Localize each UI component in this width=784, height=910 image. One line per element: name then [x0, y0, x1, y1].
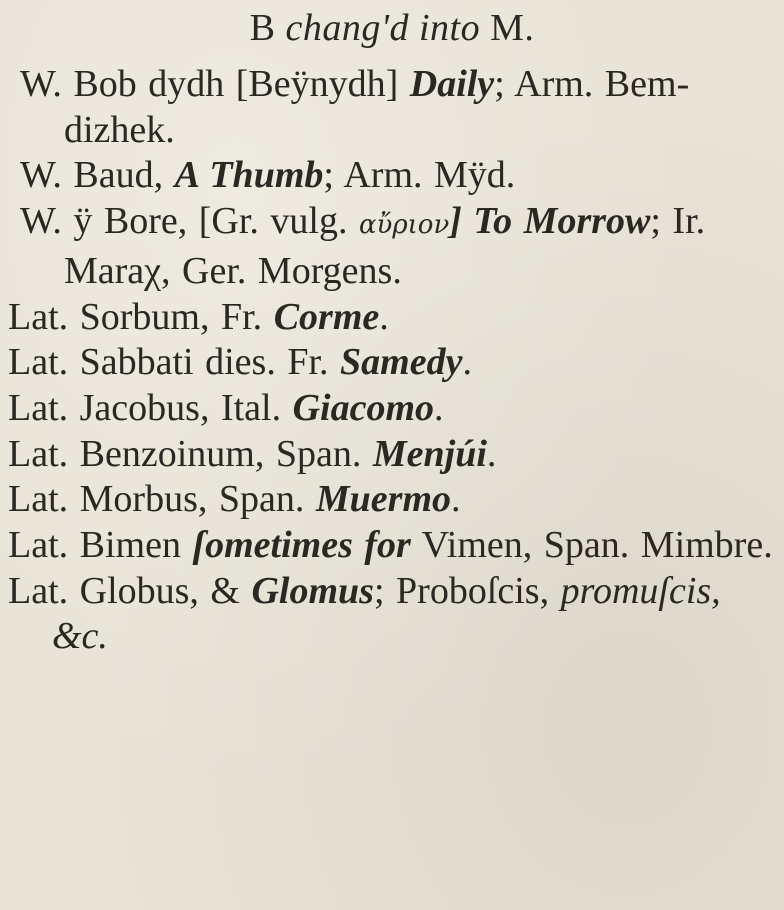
entry-sabbati [0, 340, 784, 386]
entry-text: Lat. Sorbum, Fr. [8, 295, 274, 338]
entry-baud [0, 153, 784, 199]
entry-text: Lat. Benzoinum, Span. [8, 432, 373, 475]
entry-text: Lat. Globus, & [8, 569, 252, 612]
entry-text: . [379, 295, 389, 338]
entry-text: . [451, 478, 461, 521]
entry-gloss: Muermo [315, 478, 452, 521]
entry-text: . [462, 341, 472, 384]
entry-text: Lat. Bimen [8, 524, 193, 567]
entry-text: W. ÿ Bore, [Gr. vulg. [20, 200, 359, 243]
entry-gloss: promuſcis, &c. [52, 569, 721, 658]
entry-text: Vimen, Span. Mimbre. [410, 524, 773, 567]
entry-text: Lat. Sabbati dies. Fr. [8, 341, 341, 384]
entry-bore [0, 199, 784, 294]
entry-morbus [0, 477, 784, 523]
entry-text: W. Bob dydh [Beÿnydh] [20, 63, 410, 105]
entry-text: Lat. Jacobus, Ital. [8, 386, 293, 429]
entry-text: Lat. Morbus, Span. [8, 478, 316, 521]
entry-jacobus [0, 386, 784, 432]
etymology-list [0, 62, 784, 660]
entry-bimen [0, 523, 784, 569]
entry-globus [0, 569, 784, 660]
entry-text: ; Ir. Maraχ, Ger. Morgens. [64, 200, 706, 292]
heading-letter-b: B [249, 7, 276, 49]
entry-gloss: A Thumb [174, 154, 324, 197]
entry-gloss: Menjúi [372, 432, 487, 475]
entry-bob-dydh [0, 62, 784, 153]
entry-text: . [486, 432, 497, 475]
entry-text: ; Arm. Mÿd. [323, 154, 516, 197]
entry-gloss: ſometimes for [192, 524, 411, 567]
page-heading [0, 2, 784, 54]
heading-letter-m: M. [490, 7, 535, 49]
entry-sorbum [0, 295, 784, 341]
entry-gloss: Corme [273, 295, 380, 338]
entry-benzoinum [0, 432, 784, 478]
entry-gloss: ] To Morrow [449, 200, 651, 243]
entry-gloss: Samedy [340, 341, 463, 384]
entry-gloss: Glomus [251, 569, 374, 612]
entry-gloss: Daily [409, 63, 495, 105]
entry-greek-word: αὔριον [358, 210, 450, 241]
entry-text: . [434, 386, 444, 429]
entry-text: W. Baud, [20, 154, 175, 197]
entry-text: ; Proboſcis, [373, 569, 561, 612]
entry-gloss: Giacomo [292, 386, 435, 429]
heading-changed-into: chang'd into [285, 7, 481, 49]
entry-text: ; Arm. Bem-dizhek. [64, 63, 690, 151]
